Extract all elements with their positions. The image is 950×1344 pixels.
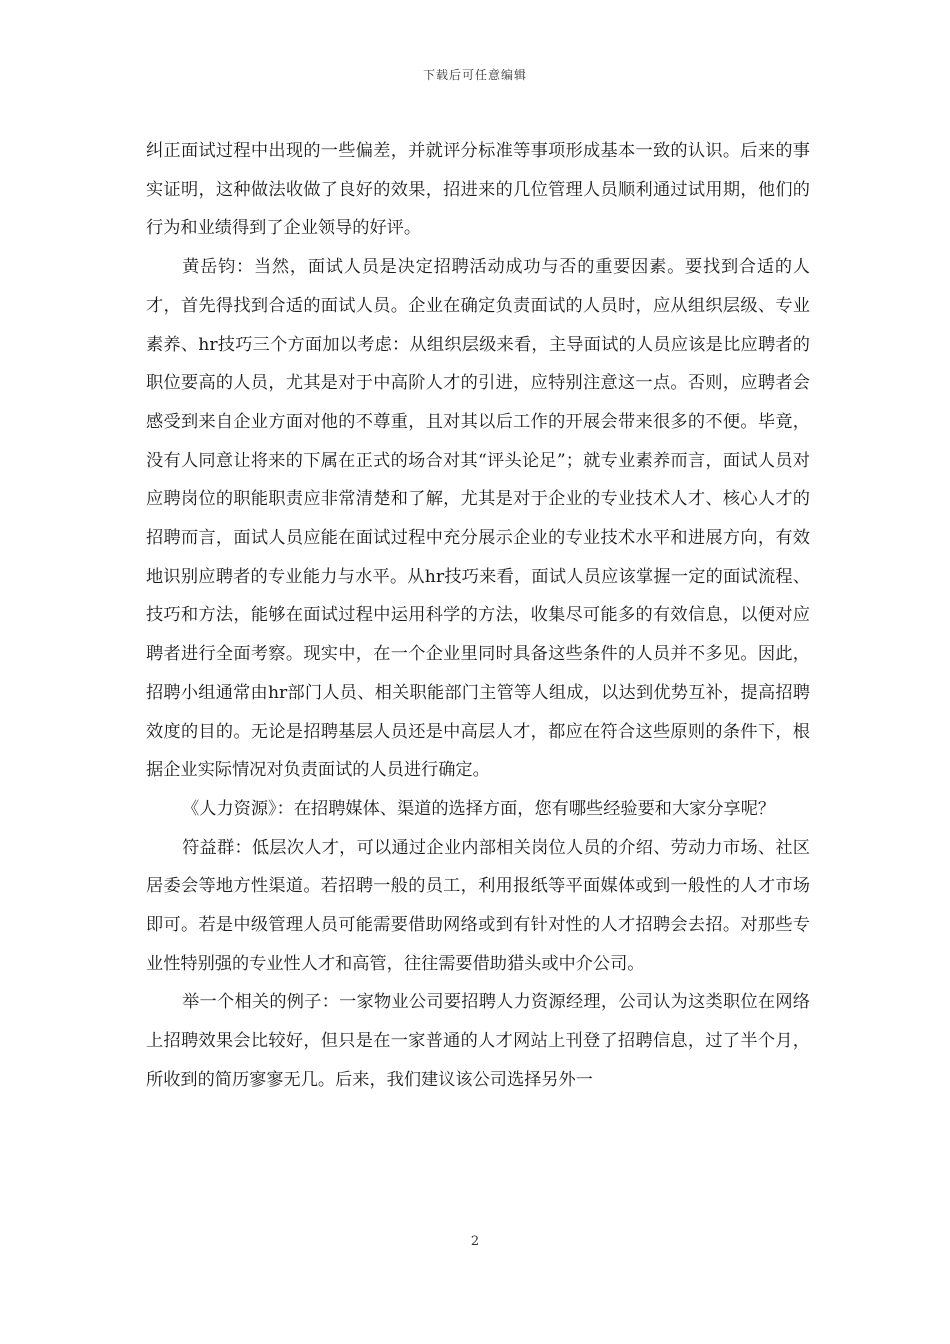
paragraph-huang-yuejun: 黄岳钧：当然，面试人员是决定招聘活动成功与否的重要因素。要找到合适的人才，首先得找到合适的面试人员。企业在确定负责面试的人员时，应从组织层级、专业素养、hr技巧三个方面加以考虑：从组织层级来看，主导面试的人员应该是比应聘者的职位要高的人员，尤其是对于中高阶人才的引进，应特别注意这一点。否则，应聘者会感受到来自企业方面对他的不尊重，且对其以后工作的开展会带来很多的不便。毕竟，没有人同意让将来的下属在正式的场合对其“评头论足”；就专业素养而言，面试人员对应聘岗位的职能职责应非常清楚和了解，尤其是对于企业的专业技术人才、核心人才的招聘而言，面试人员应能在面试过程中充分展示企业的专业技术水平和进展方向，有效地识别应聘者的专业能力与水平。从hr技巧来看，面试人员应该掌握一定的面试流程、技巧和方法，能够在面试过程中运用科学的方法，收集尽可能多的有效信息，以便对应聘者进行全面考察。现实中，在一个企业里同时具备这些条件的人员并不多见。因此，招聘小组通常由hr部门人员、相关职能部门主管等人组成，以达到优势互补，提高招聘效度的目的。无论是招聘基层人员还是中高层人才，都应在符合这些原则的条件下，根据企业实际情况对负责面试的人员进行确定。 [146, 257, 810, 781]
page-header: 下载后可任意编辑 [422, 68, 527, 82]
paragraph-question: 《人力资源》：在招聘媒体、渠道的选择方面，您有哪些经验要和大家分享呢？ [182, 798, 776, 819]
document-body [146, 132, 810, 1100]
paragraph-continuation: 纠正面试过程中出现的一些偏差，并就评分标准等事项形成基本一致的认识。后来的事实证明，这种做法收做了良好的效果，招进来的几位管理人员顺利通过试用期，他们的行为和业绩得到了企业领导的好评。 [146, 141, 810, 239]
page-number: 2 [470, 1234, 480, 1249]
paragraph-fu-yiqun: 符益群：低层次人才，可以通过企业内部相关岗位人员的介绍、劳动力市场、社区居委会等地方性渠道。若招聘一般的员工，利用报纸等平面媒体或到一般性的人才市场即可。若是中级管理人员可能需要借助网络或到有针对性的人才招聘会去招。对那些专业性特别强的专业性人才和高管，往往需要借助猎头或中介公司。 [146, 837, 810, 974]
paragraph-example: 举一个相关的例子：一家物业公司要招聘人力资源经理，公司认为这类职位在网络上招聘效果会比较好，但只是在一家普通的人才网站上刊登了招聘信息，过了半个月，所收到的简历寥寥无几。后来，我们建议该公司选择另外一 [146, 992, 810, 1090]
